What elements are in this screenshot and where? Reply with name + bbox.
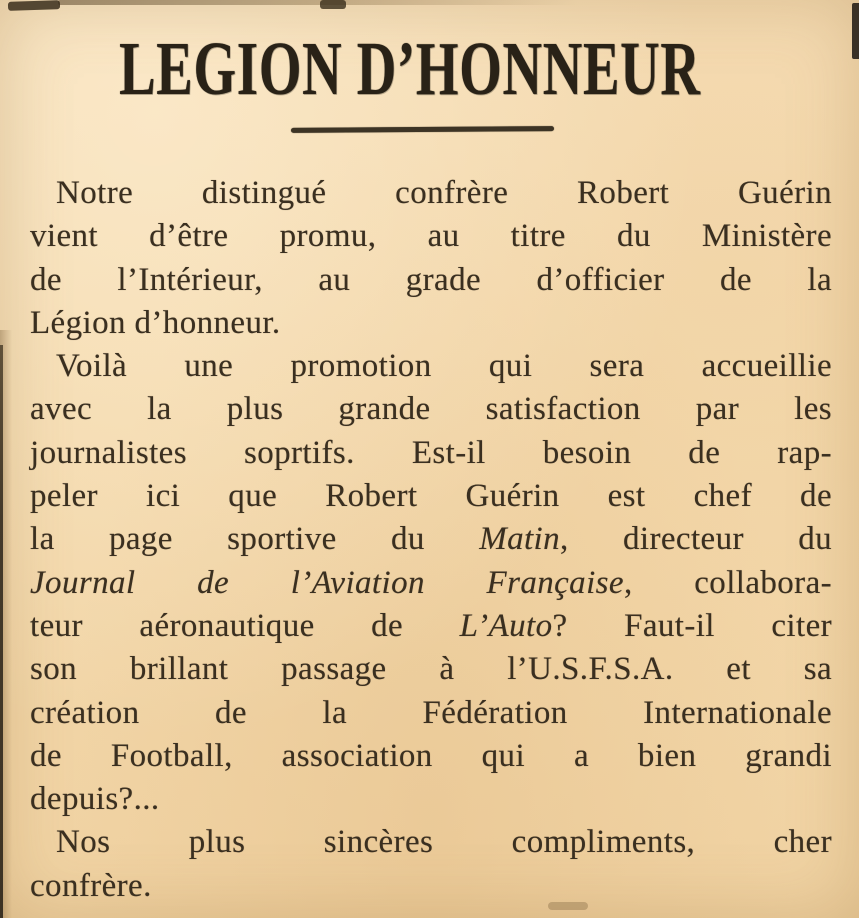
text-segment: avec la plus grande satisfaction par les [30,391,832,428]
text-segment: , collabora- [623,564,833,601]
text-line [30,475,832,518]
text-segment: la page sportive du [30,521,480,558]
text-line [30,778,832,821]
text-segment: de Football, association qui a bien grandi [30,737,832,774]
column-rule [0,345,3,918]
scan-artifact-corner-right [852,3,859,59]
italic-text-segment: L’Auto [459,607,553,644]
text-segment: confrère. [30,867,152,904]
italic-text-segment: Journal de l’Aviation Française [30,564,624,601]
text-line [30,821,832,864]
text-line [30,865,832,908]
text-segment: peler ici que Robert Guérin est chef de [30,478,832,515]
text-line [30,605,832,648]
text-line [30,692,832,735]
text-segment: ? Faut-il citer [552,607,833,644]
article-body [30,172,832,908]
text-line [30,562,832,605]
article-title: LEGION D’HONNEUR [119,27,701,111]
text-segment: création de la Fédération Internationale [30,694,832,731]
scan-artifact-top-smudge [58,0,578,5]
text-line [30,215,832,258]
scan-artifact-speck-left [8,0,60,11]
text-segment: journalistes soprtifs. Est-il besoin de rap- [30,434,832,471]
text-segment: teur aéronautique de [30,607,460,644]
text-segment: Voilà une promotion qui sera accueillie [56,348,832,385]
text-line [30,259,832,302]
text-segment: , directeur du [560,521,832,558]
text-line [30,302,832,345]
text-segment: Notre distingué confrère Robert Guérin [56,175,832,211]
text-line [30,388,832,431]
text-segment: Légion d’honneur. [30,304,281,341]
text-segment: de l’Intérieur, au grade d’officier de la [30,261,832,298]
text-line [30,648,832,691]
title-divider [291,126,554,133]
text-line [30,345,832,388]
headline-block [0,26,820,113]
text-line [30,172,832,215]
scan-artifact-speck-center [320,0,346,9]
text-line [30,735,832,778]
text-segment: vient d’être promu, au titre du Ministère [30,218,832,255]
text-line [30,518,832,561]
text-line [30,432,832,475]
text-segment: son brillant passage à l’U.S.F.S.A. et sa [30,651,832,688]
text-segment: depuis?... [30,781,160,818]
italic-text-segment: Matin [479,521,561,558]
text-segment: Nos plus sincères compliments, cher [56,824,832,861]
